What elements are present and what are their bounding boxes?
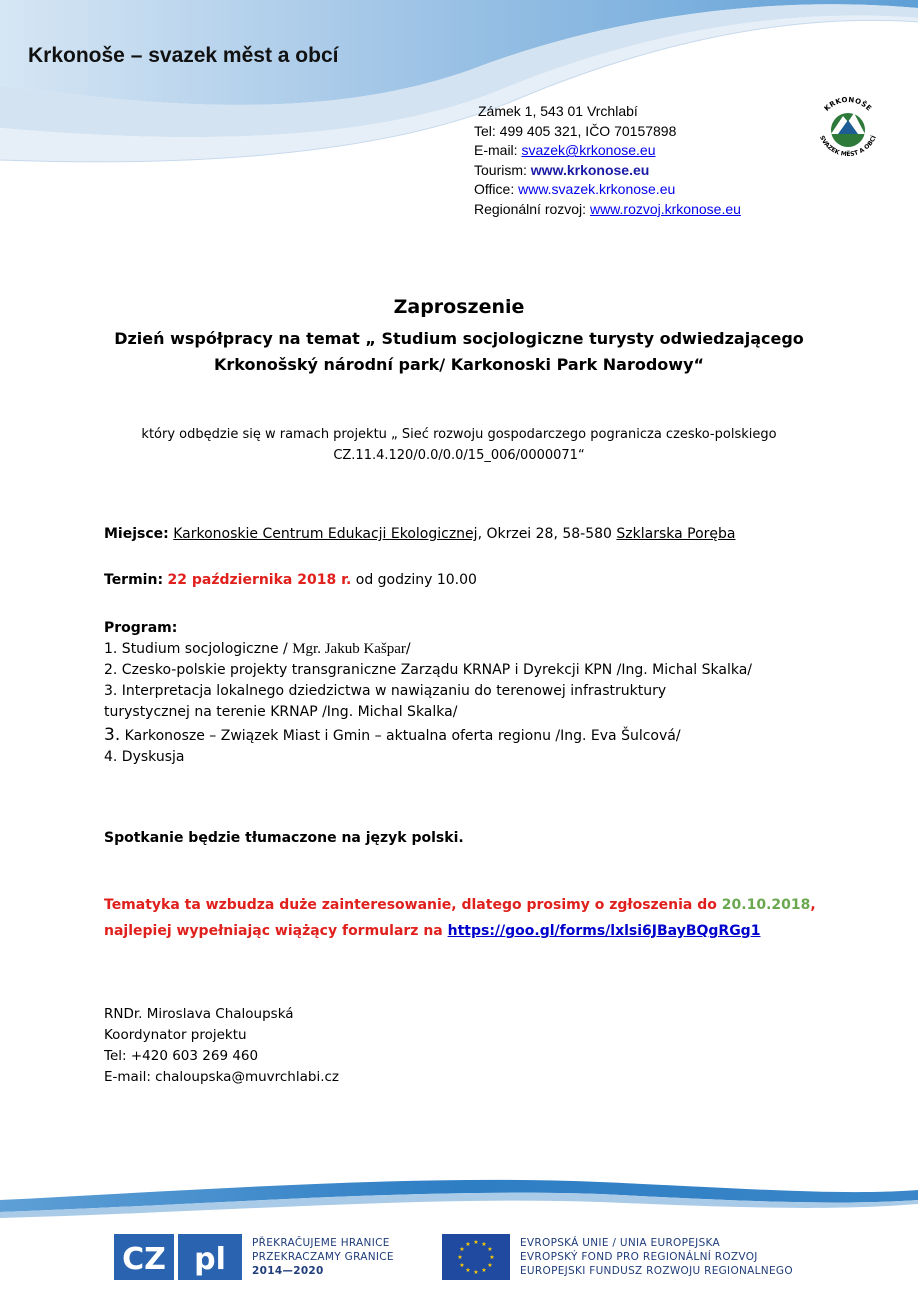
email-label: E-mail: <box>474 142 522 159</box>
tourism-label: Tourism: <box>474 161 531 178</box>
svg-text:★: ★ <box>459 1246 465 1253</box>
program-item-5: 4. Dyskusja <box>104 749 185 765</box>
program-item-3b: turystycznej na terenie KRNAP /Ing. Michal Skalka/ <box>104 704 458 720</box>
eu-text <box>520 1236 793 1278</box>
regional-link[interactable]: www.rozvoj.krkonose.eu <box>589 200 741 217</box>
translation-note <box>104 828 464 849</box>
tourism-link[interactable]: www.krkonose.eu <box>530 161 650 178</box>
registration-form-link[interactable]: https://goo.gl/forms/lxlsi6JBayBQgRGg1 <box>447 923 761 939</box>
svg-text:★: ★ <box>473 1269 479 1276</box>
place-line <box>104 524 736 545</box>
svg-text:★: ★ <box>481 1241 487 1248</box>
registration-comma: , <box>810 897 816 913</box>
program-item-1-person: Mgr. Jakub Kašpar <box>292 641 406 657</box>
contact-name: RNDr. Miroslava Chaloupská <box>104 1006 294 1022</box>
czpl-logo-left: CZ <box>122 1242 166 1277</box>
svg-text:★: ★ <box>459 1262 465 1269</box>
place-label: Miejsce: <box>104 526 169 542</box>
program-label: Program: <box>104 620 178 636</box>
program-item-1 <box>104 639 752 660</box>
term-date: 22 października 2018 r. <box>167 572 352 588</box>
project-line-1: który odbędzie się w ramach projektu „ Sieć rozwoju gospodarczego pogranicza czesko-polskiego <box>141 427 777 442</box>
program-item-4 <box>104 725 752 747</box>
project-description <box>0 424 918 466</box>
czpl-line-2: PRZEKRACZAMY GRANICE <box>252 1251 394 1263</box>
czpl-line-3: 2014—2020 <box>252 1265 324 1277</box>
contact-block <box>474 102 741 220</box>
place-venue: Karkonoskie Centrum Edukacji Ekologicznej <box>173 526 478 542</box>
contact-email: E-mail: chaloupska@muvrchlabi.cz <box>104 1069 340 1085</box>
registration-line-1: Tematyka ta wzbudza duże zainteresowanie, dlatego prosimy o zgłoszenia do <box>104 897 722 913</box>
seal-top-text: KRKONOŠE <box>822 95 874 113</box>
registration-deadline: 20.10.2018 <box>721 897 811 913</box>
email-link[interactable]: svazek@krkonose.eu <box>521 142 656 159</box>
tourism-line <box>474 161 741 181</box>
footer-logos <box>0 1228 918 1288</box>
czpl-line-1: PŘEKRAČUJEME HRANICE <box>252 1237 390 1249</box>
registration-line-2: najlepiej wypełniając wiążący formularz na <box>104 923 448 939</box>
translation-note-text: Spotkanie będzie tłumaczone na język polski. <box>104 830 464 846</box>
phone-line: Tel: 499 405 321, IČO 70157898 <box>474 122 677 139</box>
program-section <box>104 618 752 768</box>
svg-text:★: ★ <box>487 1246 493 1253</box>
invitation-title: Zaproszenie <box>393 296 525 318</box>
contact-phone: Tel: +420 603 269 460 <box>104 1048 259 1064</box>
program-item-3a: 3. Interpretacja lokalnego dziedzictwa w nawiązaniu do terenowej infrastruktury <box>104 683 667 699</box>
svg-text:★: ★ <box>457 1254 463 1261</box>
program-item-1-end: / <box>405 641 411 657</box>
term-time: od godziny 10.00 <box>351 572 477 588</box>
footer-wave-graphic <box>0 1160 918 1230</box>
program-item-2: 2. Czesko-polskie projekty transgraniczne Zarządu KRNAP i Dyrekcji KPN /Ing. Michal Skalka/ <box>104 662 753 678</box>
place-city: Szklarska Poręba <box>616 526 736 542</box>
svg-text:★: ★ <box>473 1239 479 1246</box>
email-line <box>474 141 741 161</box>
office-label: Office: <box>474 181 519 198</box>
program-item-4-text: Karkonosze – Związek Miast i Gmin – aktualna oferta regionu /Ing. Eva Šulcová/ <box>120 728 681 744</box>
program-item-1-text: 1. Studium socjologiczne / <box>104 641 293 657</box>
eu-line-2: EVROPSKÝ FOND PRO REGIONÁLNÍ ROZVOJ <box>520 1251 758 1263</box>
svg-text:★: ★ <box>489 1254 495 1261</box>
place-street: , Okrzei 28, 58-580 <box>477 526 617 542</box>
krkonose-seal-logo <box>810 90 886 166</box>
office-line <box>474 180 741 200</box>
project-line-2: CZ.11.4.120/0.0/0.0/15_006/0000071“ <box>333 448 585 463</box>
subtitle-line-1: Dzień współpracy na temat „ Studium socjologiczne turysty odwiedzającego <box>114 329 804 348</box>
office-link[interactable]: www.svazek.krkonose.eu <box>518 181 676 198</box>
subtitle-line-2: Krkonošský národní park/ Karkonoski Park Narodowy“ <box>213 355 705 374</box>
svg-text:★: ★ <box>481 1267 487 1274</box>
svg-text:KRKONOŠE <box>823 96 873 113</box>
organization-title: Krkonoše – svazek měst a obcí <box>28 44 339 67</box>
contact-person <box>104 1004 339 1088</box>
eu-line-1: EVROPSKÁ UNIE / UNIA EUROPEJSKA <box>520 1237 721 1249</box>
svg-text:★: ★ <box>487 1262 493 1269</box>
term-line <box>104 570 477 591</box>
address-line: Zámek 1, 543 01 Vrchlabí <box>478 103 638 119</box>
contact-role: Koordynator projektu <box>104 1027 247 1043</box>
invitation-subtitle <box>0 326 918 378</box>
program-item-4-num: 3. <box>104 725 121 745</box>
czpl-logo <box>114 1234 242 1280</box>
czpl-logo-right: pl <box>194 1242 226 1277</box>
svg-text:★: ★ <box>465 1267 471 1274</box>
eu-line-3: EUROPEJSKI FUNDUSZ ROZWOJU REGIONALNEGO <box>520 1265 793 1277</box>
czpl-text <box>252 1236 394 1278</box>
registration-note <box>104 892 816 944</box>
eu-flag-icon <box>442 1234 510 1280</box>
seal-bottom-text: SVAZEK MĚST A OBCÍ <box>818 134 878 159</box>
regional-line <box>474 200 741 220</box>
svg-text:★: ★ <box>465 1241 471 1248</box>
term-label: Termin: <box>104 572 164 588</box>
regional-label: Regionální rozvoj: <box>474 200 590 217</box>
header-wave-graphic <box>0 0 918 215</box>
